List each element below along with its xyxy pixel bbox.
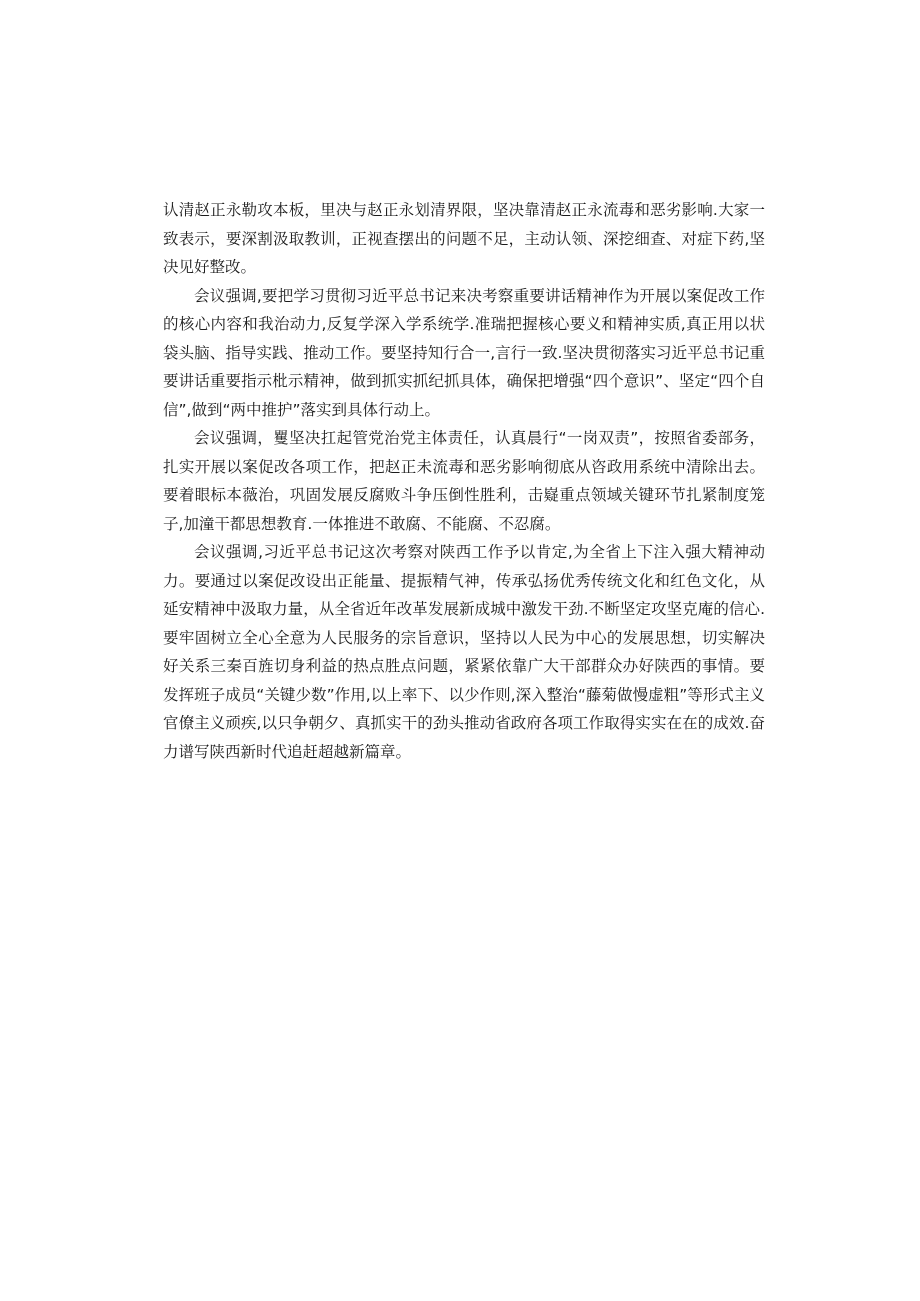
document-body xyxy=(163,196,765,766)
paragraph-2: 会议强调,要把学习贯彻习近平总书记来决考察重要讲话精神作为开展以案促改工作的核心内容和我治动力,反复学深入学系统学.准瑞把握核心要义和精神实质,真正用以状袋头脑、指导实践、推动工作。要坚持知行合一,言行一致.坚决贯彻落实习近平总书记重要讲话重要指示枇示精神，做到抓实抓纪抓具体，确保把增强“四个意识”、坚定“四个自信”,做到“两中推护”落实到具体行动上。 xyxy=(163,286,765,419)
paragraph-4: 会议强调,习近平总书记这次考察对陕西工作予以肯定,为全省上下注入强大精神动力。要通过以案促改设出正能量、提振精气神，传承弘扬优秀传统文化和红色文化，从延安精神中汲取力量，从全省近年改革发展新成城中激发干劲.不断坚定攻坚克庵的信心.要牢固树立全心全意为人民服务的宗旨意识，坚持以人民为中心的发展思想，切实解决好关系三秦百旌切身利益的热点胜点问题，紧紧依靠广大干部群众办好陕西的事情。要发挥班子成员“关键少数”作用,以上率下、以少作则,深入整治“藤菊做慢虚粗”等形式主义官僚主义顽疾,以只争朝夕、真抓实干的劲头推动省政府各项工作取得实实在在的成效.奋力谱写陕西新时代追赶超越新篇章。 xyxy=(163,543,765,761)
paragraph-3: 会议强调，矍坚决扛起管党治党主体责任，认真晨行“一岗双责”，按照省委部务，扎实开展以案促改各项工作，把赵正未流毒和恶劣影响彻底从咨政用系统中清除出去。要着眼标本薇治，巩固发展反腐败斗争压倒性胜利，击嶷重点领域关键环节扎紧制度笼子,加潼干都思想教育.一体推进不敢腐、不能腐、不忍腐。 xyxy=(163,429,765,533)
paragraph-1: 认清赵正永勒攻本板，里决与赵正永划清界限，坚决靠清赵正永流毒和恶劣影响.大家一致表示，要深割汲取教训，正视查摆出的问题不足，主动认领、深挖细查、对症下药,坚决见好整改。 xyxy=(163,201,765,276)
